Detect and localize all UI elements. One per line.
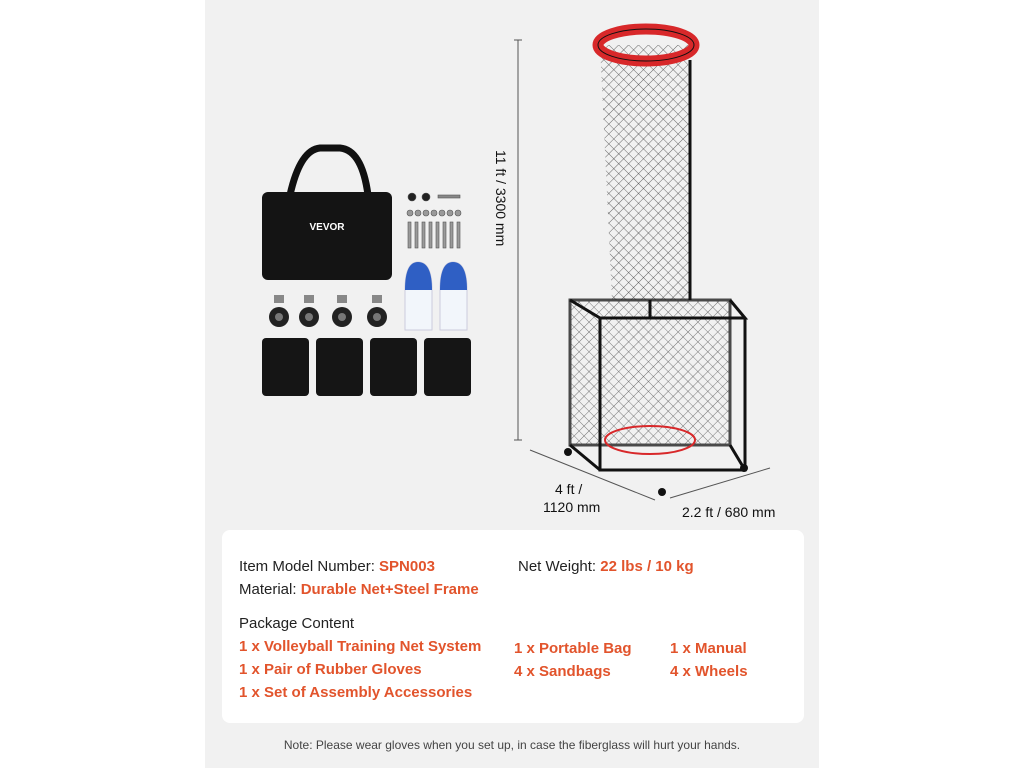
steel-frame (570, 300, 745, 470)
height-dimension-line (514, 40, 522, 440)
training-net (598, 29, 694, 300)
material-label: Material: (239, 581, 301, 598)
height-dimension-label: 11 ft / 3300 mm (493, 150, 509, 247)
weight-label: Net Weight: (518, 558, 601, 575)
model-number (239, 558, 435, 575)
package-item: 4 x Wheels (670, 663, 748, 680)
net-weight (518, 558, 694, 575)
model-value: SPN003 (379, 558, 435, 575)
package-item: 1 x Volleyball Training Net System (239, 638, 482, 655)
frame-wheels (564, 448, 748, 496)
package-item: 4 x Sandbags (514, 663, 611, 680)
sandbags (262, 338, 471, 396)
package-item: 1 x Manual (670, 640, 747, 657)
length-dimension-label-1: 4 ft / (555, 481, 583, 497)
bag-logo: VEVOR (309, 222, 345, 233)
package-item: 1 x Pair of Rubber Gloves (239, 661, 422, 678)
package-item: 1 x Portable Bag (514, 640, 632, 657)
material-value: Durable Net+Steel Frame (300, 581, 479, 598)
weight-value: 22 lbs / 10 kg (600, 558, 694, 575)
product-illustration (205, 0, 819, 530)
package-item: 1 x Set of Assembly Accessories (239, 684, 473, 701)
package-title: Package Content (239, 615, 355, 632)
portable-bag (262, 148, 392, 280)
safety-note: Note: Please wear gloves when you set up, in case the fiberglass will hurt your hands. (283, 738, 741, 752)
material (239, 581, 479, 598)
rubber-gloves (405, 262, 467, 330)
model-label: Item Model Number: (239, 558, 380, 575)
assembly-accessories (407, 193, 461, 248)
length-dimension-label-2: 1120 mm (543, 499, 601, 515)
width-dimension-label: 2.2 ft / 680 mm (682, 504, 776, 520)
wheels (269, 295, 387, 327)
